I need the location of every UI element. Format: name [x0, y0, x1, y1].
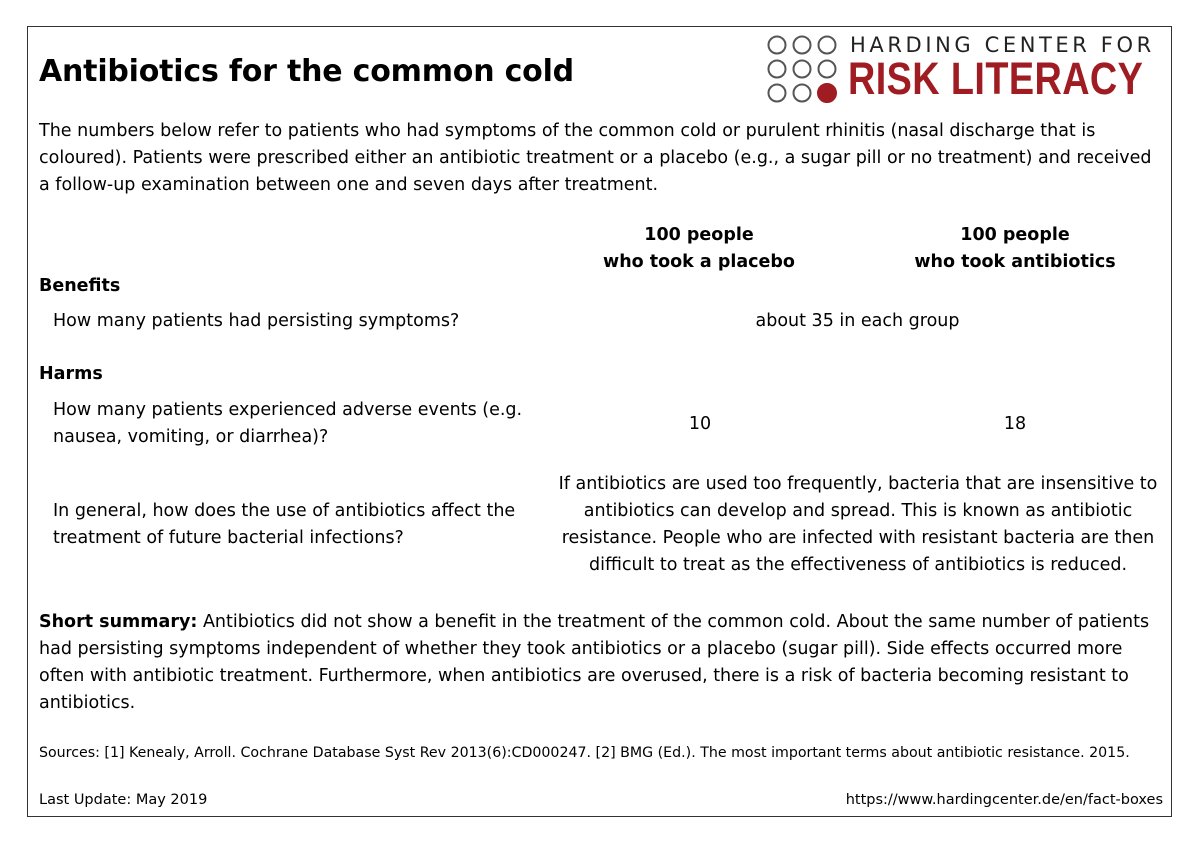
benefits-heading: Benefits	[39, 276, 121, 296]
last-update: Last Update: May 2019	[39, 792, 208, 808]
future-infections-question: In general, how does the use of antibiotics affect the treatment of future bacterial infections?	[53, 501, 516, 548]
short-summary-text: Antibiotics did not show a benefit in the treatment of the common cold. About the same number of patients had persisting symptoms independent of whether they took antibiotics or a placebo (sugar pill). Side effects occurred more often with antibiotic treatment. Furthermore, when antibiotics are overused, there is a risk of bacteria becoming resistant to antibiotics.	[39, 612, 1150, 713]
future-infections-answer: If antibiotics are used too frequently, bacteria that are insensitive to antibiotics can develop and spread. This is known as antibiotic resistance. People who are infected with resistant bacteria are then difficult to treat as the effectiveness of antibiotics is reduced.	[558, 474, 1158, 575]
column-header-antibiotics-line2: who took antibiotics	[914, 252, 1116, 272]
column-header-placebo-line2: who took a placebo	[603, 252, 795, 272]
fact-boxes-url[interactable]: https://www.hardingcenter.de/en/fact-boxes	[845, 792, 1163, 808]
column-header-antibiotics	[855, 222, 1175, 276]
adverse-events-antibiotics: 18	[1003, 414, 1027, 434]
harding-center-logo	[765, 33, 1165, 108]
harms-heading: Harms	[39, 364, 103, 384]
intro-paragraph: The numbers below refer to patients who had symptoms of the common cold or purulent rhinitis (nasal discharge that is coloured). Patients were prescribed either an antibiotic treatment or a placebo (e.g., a sugar pill or no treatment) and received a follow-up examination between one and seven days after treatment.	[39, 121, 1152, 195]
benefits-answer: about 35 in each group	[755, 311, 960, 331]
column-header-placebo-line1: 100 people	[644, 225, 754, 245]
short-summary	[39, 609, 1164, 717]
sources: Sources: [1] Kenealy, Arroll. Cochrane Database Syst Rev 2013(6):CD000247. [2] BMG (Ed.). The most important terms about antibiotic resistance. 2015.	[39, 745, 1130, 761]
page-title: Antibiotics for the common cold	[39, 54, 574, 89]
logo-text-bottom: RISK LITERACY	[848, 53, 1144, 104]
adverse-events-placebo: 10	[688, 414, 712, 434]
logo-dots-icon	[765, 33, 845, 105]
short-summary-label: Short summary:	[39, 612, 198, 632]
column-header-antibiotics-line1: 100 people	[960, 225, 1070, 245]
column-header-placebo	[539, 222, 859, 276]
benefits-question: How many patients had persisting symptoms?	[53, 311, 460, 331]
adverse-events-question: How many patients experienced adverse events (e.g. nausea, vomiting, or diarrhea)?	[53, 400, 523, 447]
logo-text-top: HARDING CENTER FOR	[850, 33, 1155, 57]
